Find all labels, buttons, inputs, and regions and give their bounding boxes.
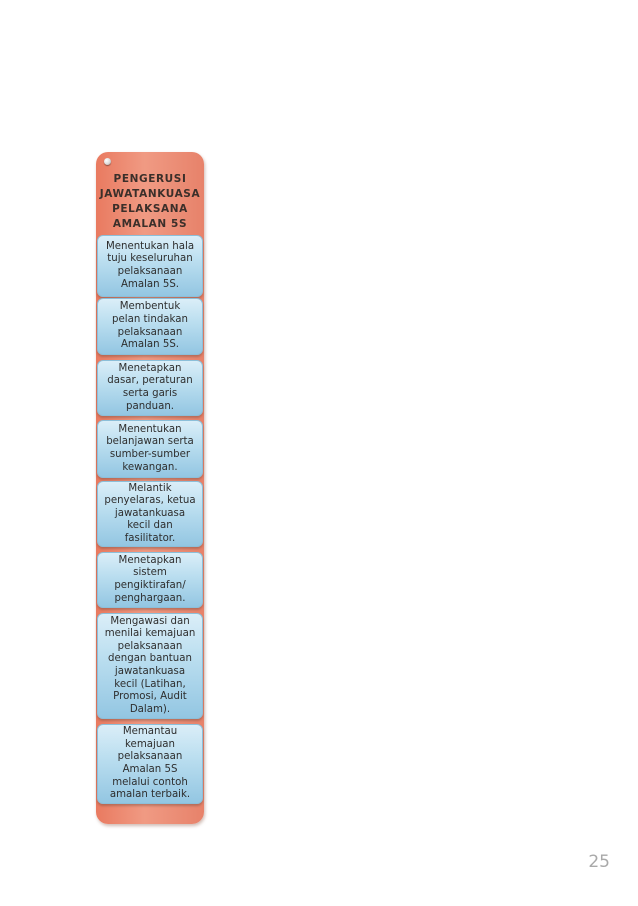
duty-text-line: Promosi, Audit — [113, 691, 187, 703]
duty-text-line: Membentuk — [119, 301, 181, 313]
duty-text-line: sistem — [133, 567, 167, 579]
duty-card-budget — [97, 420, 203, 478]
duty-card-direction — [97, 235, 203, 297]
duty-text-line: pengiktirafan/ — [114, 580, 186, 591]
duty-text-line: Amalan 5S. — [120, 278, 180, 290]
committee-title-line: AMALAN 5S — [112, 218, 188, 230]
duty-text-line: Mengawasi dan — [110, 615, 190, 627]
duty-text-line: dasar, peraturan — [107, 375, 193, 387]
duty-text-line: kewangan. — [122, 461, 178, 473]
duty-text-line: Memantau — [122, 726, 178, 738]
duty-text-line: Menentukan — [118, 423, 182, 435]
committee-title-line: PENGERUSI — [113, 173, 187, 185]
duty-text-line: Dalam). — [129, 703, 171, 715]
duty-text-line: penyelaras, ketua — [104, 495, 196, 507]
duty-text-line: menilai kemajuan — [104, 628, 196, 640]
duty-text-line: serta garis — [122, 388, 178, 399]
duty-text-line: Melantik — [128, 482, 172, 494]
committee-duties-column — [96, 152, 204, 824]
duty-text-line: melalui contoh — [112, 776, 188, 788]
duty-text-line: kecil (Latihan, — [114, 678, 186, 690]
duty-text-line: sumber-sumber — [109, 449, 191, 460]
duty-text-line: jawatankuasa — [114, 666, 186, 677]
committee-title-line: JAWATANKUASA — [99, 188, 201, 200]
duty-card-monitor-evaluate — [97, 613, 203, 719]
duty-text-line: tuju keseluruhan — [107, 253, 193, 265]
duty-text-line: pelaksanaan — [117, 751, 183, 763]
duty-text-line: pelaksanaan — [117, 266, 183, 277]
duty-text-line: penghargaan. — [114, 592, 186, 604]
duty-card-best-practice — [97, 724, 203, 804]
duty-text-line: kecil dan — [127, 520, 173, 532]
duty-text-line: jawatankuasa — [114, 507, 186, 519]
duty-card-action-plan — [97, 298, 203, 355]
duty-text-line: Amalan 5S. — [120, 339, 180, 351]
duty-text-line: belanjawan serta — [106, 436, 194, 448]
duty-card-policy — [97, 360, 203, 416]
committee-title-line: PELAKSANA — [112, 203, 188, 215]
duty-text-line: kemajuan — [125, 738, 175, 750]
duty-text-line: amalan terbaik. — [109, 789, 191, 801]
duty-text-line: Amalan 5S — [122, 764, 178, 775]
committee-title — [96, 172, 204, 232]
duty-text-line: pelan tindakan — [112, 313, 188, 325]
pin-icon — [104, 158, 111, 165]
page-number: 25 — [588, 852, 610, 872]
duty-text-line: fasilitator. — [124, 532, 176, 544]
duty-text-line: pelaksanaan — [117, 640, 183, 652]
duty-text-line: panduan. — [125, 400, 175, 412]
duty-card-recognition — [97, 552, 203, 608]
duty-text-line: Menentukan hala — [105, 240, 195, 252]
duty-text-line: Menetapkan — [118, 554, 182, 566]
duty-text-line: dengan bantuan — [108, 653, 192, 665]
duty-text-line: pelaksanaan — [117, 326, 183, 338]
duty-card-appoint — [97, 481, 203, 547]
duty-text-line: Menetapkan — [118, 362, 182, 374]
